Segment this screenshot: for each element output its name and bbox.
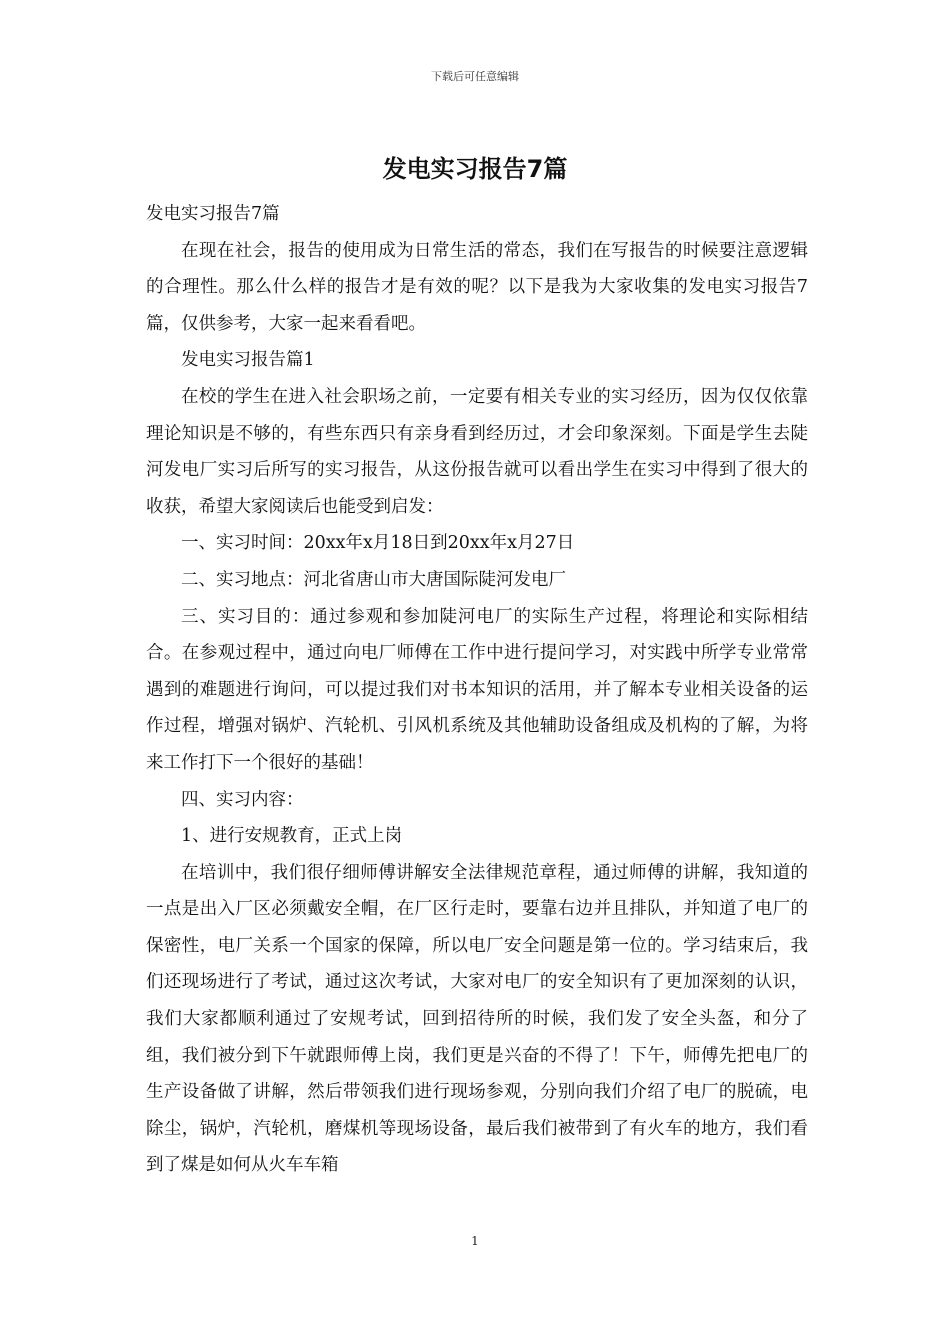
document-title: 发电实习报告7篇 (382, 155, 568, 183)
paragraph: 在现在社会，报告的使用成为日常生活的常态，我们在写报告的时候要注意逻辑的合理性。那么什么样的报告才是有效的呢？以下是我为大家收集的发电实习报告7篇，仅供参考，大家一起来看看吧。 (146, 240, 808, 334)
paragraph: 在校的学生在进入社会职场之前，一定要有相关专业的实习经历，因为仅仅依靠理论知识是不够的，有些东西只有亲身看到经历过，才会印象深刻。下面是学生去陡河发电厂实习后所写的实习报告，从这份报告就可以看出学生在实习中得到了很大的收获，希望大家阅读后也能受到启发： (146, 386, 808, 517)
paragraph: 1、进行安规教育，正式上岗 (181, 826, 403, 847)
paragraph: 发电实习报告7篇 (146, 204, 280, 224)
paragraph: 二、实习地点：河北省唐山市大唐国际陡河发电厂 (181, 569, 566, 590)
header-note: 下载后可任意编辑 (431, 70, 519, 83)
paragraph: 在培训中，我们很仔细师傅讲解安全法律规范章程，通过师傅的讲解，我知道的一点是出入厂区必须戴安全帽，在厂区行走时，要靠右边并且排队，并知道了电厂的保密性，电厂关系一个国家的保障，所以电厂安全问题是第一位的。学习结束后，我们还现场进行了考试，通过这次考试，大家对电厂的安全知识有了更加深刻的认识，我们大家都顺利通过了安规考试，回到招待所的时候，我们发了安全头盔，和分了组，我们被分到下午就跟师傅上岗，我们更是兴奋的不得了！下午，师傅先把电厂的生产设备做了讲解，然后带领我们进行现场参观，分别向我们介绍了电厂的脱硫，电除尘，锅炉，汽轮机，磨煤机等现场设备，最后我们被带到了有火车的地方，我们看到了煤是如何从火车车箱 (146, 862, 808, 1176)
page-number: 1 (471, 1234, 479, 1248)
paragraph: 一、实习时间：20xx年x月18日到20xx年x月27日 (181, 533, 575, 554)
paragraph: 发电实习报告篇1 (181, 350, 315, 371)
paragraph: 三、实习目的：通过参观和参加陡河电厂的实际生产过程，将理论和实际相结合。在参观过程中，通过向电厂师傅在工作中进行提问学习，对实践中所学专业常常遇到的难题进行询问，可以提过我们对书本知识的活用，并了解本专业相关设备的运作过程，增强对锅炉、汽轮机、引风机系统及其他辅助设备组成及机构的了解，为将来工作打下一个很好的基础！ (146, 606, 808, 773)
document-body (146, 196, 808, 1184)
paragraph: 四、实习内容： (181, 789, 304, 810)
